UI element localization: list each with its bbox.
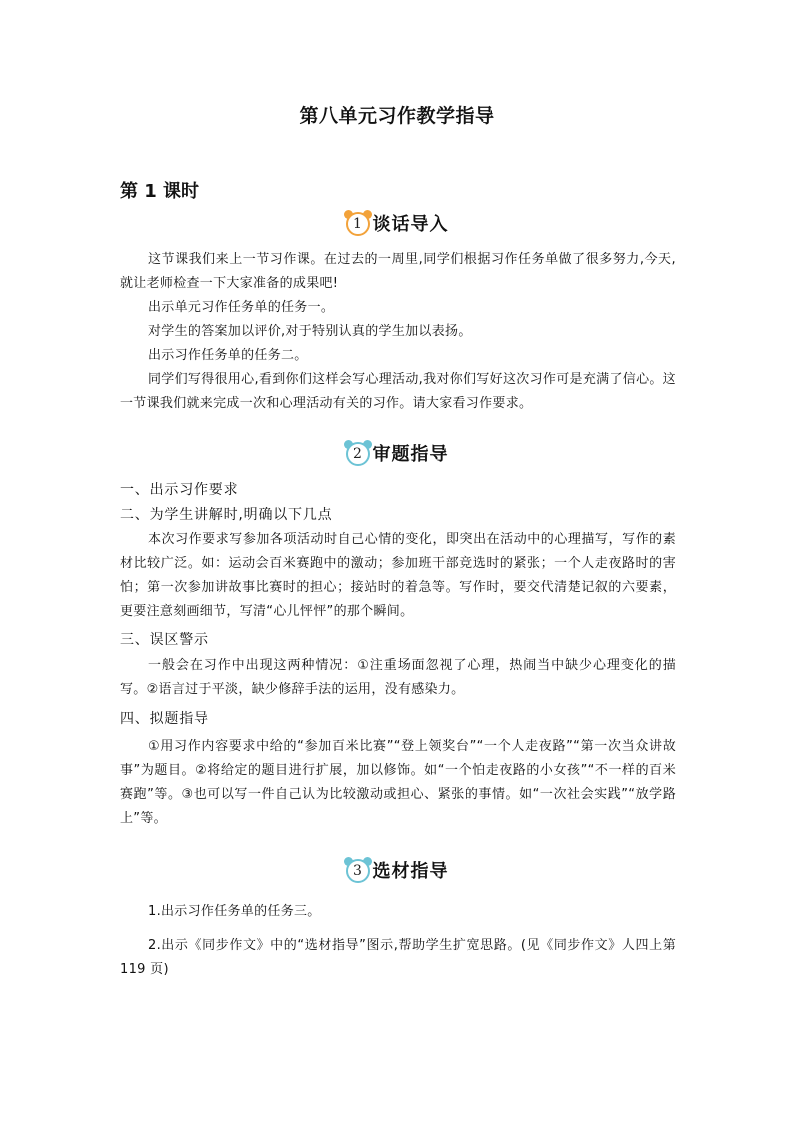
paragraph: ①用习作内容要求中给的“参加百米比赛”“登上领奖台”“一个人走夜路”“第一次当众讲故事”为题目。②将给定的题目进行扩展，加以修饰。如“一个怕走夜路的小女孩”“不一样的百米赛跑”等。③也可以写一件自己认为比较激动或担心、紧张的事情。如“一次社会实践”“放学路上”等。 xyxy=(120,739,676,826)
paragraph: 对学生的答案加以评价,对于特别认真的学生加以表扬。 xyxy=(148,324,472,339)
section-title: 审题指导 xyxy=(372,444,449,465)
number-badge-icon: 2 xyxy=(346,441,370,465)
lesson-heading: 第 1 课时 xyxy=(120,181,200,202)
section-heading-3 xyxy=(0,855,794,885)
paragraph: 出示习作任务单的任务二。 xyxy=(148,348,308,363)
paragraph: 同学们写得很用心,看到你们这样会写心理活动,我对你们写好这次习作可是充满了信心。这一节课我们就来完成一次和心理活动有关的习作。请大家看习作要求。 xyxy=(120,372,676,411)
section-title: 谈话导入 xyxy=(372,214,449,235)
section-title: 选材指导 xyxy=(372,861,449,882)
number-badge-icon: 3 xyxy=(346,858,370,882)
subheading: 四、拟题指导 xyxy=(120,711,209,727)
subheading: 二、为学生讲解时,明确以下几点 xyxy=(120,507,333,523)
number-badge-icon: 1 xyxy=(346,211,370,235)
section-heading-1 xyxy=(0,208,794,238)
page-title: 第八单元习作教学指导 xyxy=(299,105,495,127)
paragraph: 这节课我们来上一节习作课。在过去的一周里,同学们根据习作任务单做了很多努力,今天,就让老师检查一下大家准备的成果吧! xyxy=(120,252,676,291)
paragraph: 出示单元习作任务单的任务一。 xyxy=(148,300,335,315)
paragraph: 一般会在习作中出现这两种情况：①注重场面忽视了心理，热闹当中缺少心理变化的描写。②语言过于平淡，缺少修辞手法的运用，没有感染力。 xyxy=(120,658,676,697)
subheading: 一、出示习作要求 xyxy=(120,482,239,498)
paragraph: 本次习作要求写参加各项活动时自己心情的变化，即突出在活动中的心理描写，写作的素材比较广泛。如：运动会百米赛跑中的激动；参加班干部竞选时的紧张；一个人走夜路时的害怕；第一次参加讲故事比赛时的担心；接站时的着急等。写作时，要交代清楚记叙的六要素，更要注意刻画细节，写清“心儿怦怦”的那个瞬间。 xyxy=(120,532,676,619)
subheading: 三、误区警示 xyxy=(120,632,209,648)
paragraph: 1.出示习作任务单的任务三。 xyxy=(148,904,321,919)
section-heading-2 xyxy=(0,438,794,468)
paragraph: 2.出示《同步作文》中的“选材指导”图示,帮助学生扩宽思路。(见《同步作文》人四上第 119 页) xyxy=(120,938,676,977)
